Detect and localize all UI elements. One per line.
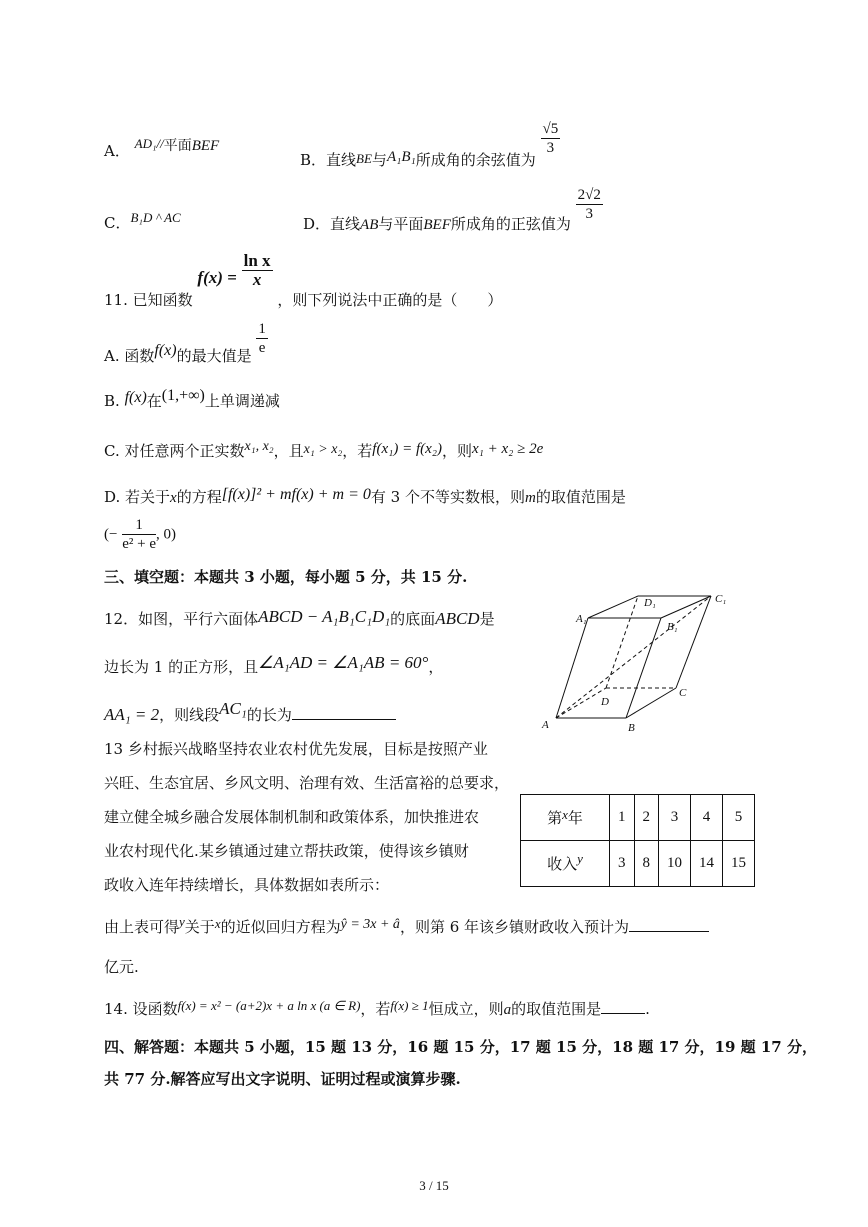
edge-AD bbox=[556, 688, 606, 718]
table-cell: 8 bbox=[634, 841, 659, 887]
section-4-heading-line-1: 四、解答题：本题共 5 小题，15 题 13 分，16 题 15 分，17 题 15 分，18 题 17 分，19 题 17 分， bbox=[104, 1038, 817, 1056]
q10d-fraction: $\frac{2√2}{3}$ bbox=[577, 187, 601, 222]
table-cell: 4 bbox=[691, 795, 723, 841]
q11-fraction: $\frac{\text{ln x}}{x}$ bbox=[243, 251, 271, 289]
q11d-range: (− $\frac{1}{\text{e² + e}}$ , 0) bbox=[104, 517, 177, 552]
q12-answer-blank[interactable] bbox=[292, 719, 396, 720]
edge-BB1 bbox=[626, 618, 661, 718]
label-C: C bbox=[679, 687, 687, 699]
table-cell: 14 bbox=[691, 841, 723, 887]
edge-AA1 bbox=[556, 618, 588, 718]
q10b-fraction: $\frac{√5}{3}$ bbox=[542, 121, 559, 156]
table-cell: 3 bbox=[610, 841, 635, 887]
q10a-expr: AD₁// bbox=[134, 136, 164, 151]
q12-line-2: 边长为 1 的正方形，且∠A₁AD = ∠A₁AB = 60°， bbox=[104, 653, 444, 676]
table-cell: 3 bbox=[659, 795, 691, 841]
q10-option-d: D．直线AB与平面BEF所成角的正弦值为 $\frac{2√2}{3}$ bbox=[303, 187, 601, 233]
table-row bbox=[521, 795, 755, 841]
table-cell: 1 bbox=[610, 795, 635, 841]
label-A1: A₁ bbox=[576, 613, 587, 625]
label-D: D bbox=[601, 696, 609, 708]
q11d-fraction: $\frac{1}{\text{e² + e}}$ bbox=[122, 517, 157, 552]
table-cell: 5 bbox=[723, 795, 755, 841]
table-header-income: 收入y bbox=[521, 841, 610, 887]
q13-line-4: 业农村现代化.某乡镇通过建立帮扶政策，使得该乡镇财 bbox=[104, 842, 469, 860]
q13-line-5: 政收入连年持续增长，具体数据如表所示： bbox=[104, 876, 390, 894]
table-header-year: 第x年 bbox=[521, 795, 610, 841]
page-number: 3 / 15 bbox=[419, 1178, 449, 1193]
q13-line-2: 兴旺、生态宜居、乡风文明、治理有效、生活富裕的总要求， bbox=[104, 774, 510, 792]
edge-BC bbox=[626, 688, 676, 718]
edge-CC1 bbox=[676, 596, 711, 688]
q13-line-6: 由上表可得y关于x的近似回归方程为ŷ = 3x + â，则第 6 年该乡镇财政收入预计为 bbox=[104, 916, 709, 937]
q13-line-3: 建立健全城乡融合发展体制机制和政策体系，加快推进农 bbox=[104, 808, 480, 826]
label-D1: D₁ bbox=[644, 597, 656, 609]
section-3-heading: 三、填空题：本题共 3 小题，每小题 5 分，共 15 分. bbox=[104, 568, 468, 586]
table-cell: 15 bbox=[723, 841, 755, 887]
q14-stem: 14. 设函数f(x) = x² − (a+2)x + a ln x (a ∈ R)，若f(x) ≥ 1恒成立，则a的取值范围是 . bbox=[104, 998, 650, 1018]
table-cell: 10 bbox=[659, 841, 691, 887]
label-A: A bbox=[542, 719, 549, 731]
q11-option-a: A. 函数f(x)的最大值是 $\frac{1}{e}$ bbox=[104, 321, 266, 365]
edge-A1D1 bbox=[588, 596, 638, 618]
table-cell: 2 bbox=[634, 795, 659, 841]
q12-line-3: AA₁ = 2，则线段AC₁的长为 bbox=[104, 704, 396, 725]
label-B: B bbox=[628, 722, 635, 734]
income-table bbox=[520, 794, 755, 887]
q13-line-7: 亿元. bbox=[104, 958, 139, 976]
q10-option-b: B．直线BE与A₁B₁所成角的余弦值为 $\frac{√5}{3}$ bbox=[300, 121, 559, 169]
table-row bbox=[521, 841, 755, 887]
parallelepiped-figure bbox=[536, 588, 746, 738]
q13-line-1: 13 乡村振兴战略坚持农业农村优先发展，目标是按照产业 bbox=[104, 740, 488, 758]
q13-answer-blank[interactable] bbox=[629, 931, 709, 932]
label-C1: C₁ bbox=[715, 593, 727, 605]
q11-stem: 11. 已知函数 f(x) = $\frac{\text{ln x}}{x}$ ，则下列说法中正确的是（ ） bbox=[104, 251, 503, 309]
q11-option-b: B. f(x)在(1,+∞)上单调递减 bbox=[104, 387, 280, 410]
edge-DD1 bbox=[606, 596, 638, 688]
q11a-fraction: $\frac{1}{e}$ bbox=[258, 321, 266, 356]
q12-line-1: 12．如图，平行六面体ABCD − A₁B₁C₁D₁的底面ABCD是 bbox=[104, 607, 495, 628]
q14-answer-blank[interactable] bbox=[601, 1013, 645, 1014]
q11-option-c: C. 对任意两个正实数x₁, x₂，且x₁ > x₂，若f(x₁) = f(x₂)，则x₁ + x₂ ≥ 2e bbox=[104, 439, 544, 460]
q11-option-d: D. 若关于x的方程[f(x)]² + mf(x) + m = 0有 3 个不等实数根，则m的取值范围是 bbox=[104, 486, 626, 506]
section-4-heading-line-2: 共 77 分.解答应写出文字说明、证明过程或演算步骤. bbox=[104, 1070, 461, 1088]
label-B1: B₁ bbox=[667, 621, 678, 633]
q10-option-c: C．B₁D ^ AC bbox=[104, 210, 181, 232]
q10-option-a: A． AD₁//平面BEF bbox=[104, 136, 220, 160]
